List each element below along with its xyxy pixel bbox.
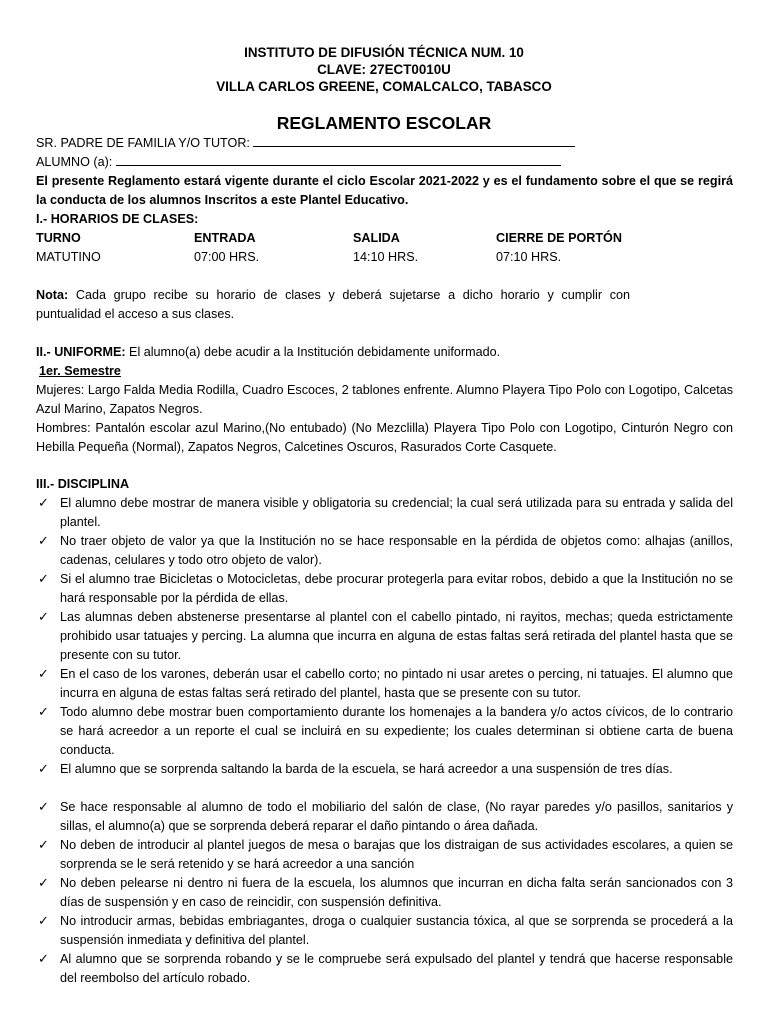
cell-salida: 14:10 HRS. — [353, 250, 419, 264]
disciplina-item-text: Se hace responsable al alumno de todo el mobiliario del salón de clase, (No rayar paredes y/o pasillos, sanitarios y sillas, el alumno(a) que se sorprenda deberá reparar el daño pintando o área dañada. — [60, 800, 733, 833]
disciplina-item-text: Todo alumno debe mostrar buen comportamiento durante los homenajes a la bandera y/o actos cívicos, de lo contrario se hará acreedor a un reporte el cual se incluirá en su expediente; los cuales determinan si obtiene carta de buena conducta. — [60, 705, 733, 757]
mujeres-paragraph: Mujeres: Largo Falda Media Rodilla, Cuadro Escoces, 2 tablones enfrente. Alumno Playera Tipo Polo con Logotipo, Calcetas Azul Marino, Zapatos Negros. — [36, 383, 733, 416]
disciplina-item-text: No deben pelearse ni dentro ni fuera de la escuela, los alumnos que incurran en dicha falta serán sancionados con 3 días de suspensión y en caso de reincidir, con suspensión definitiva. — [60, 876, 733, 909]
disciplina-item — [38, 703, 733, 760]
check-mark-icon: ✓ — [38, 534, 49, 549]
disciplina-item — [38, 665, 733, 703]
disciplina-heading: III.- DISCIPLINA — [36, 477, 130, 491]
tutor-label: SR. PADRE DE FAMILIA Y/O TUTOR: — [36, 136, 250, 150]
col-header-turno: TURNO — [36, 231, 81, 245]
intro-paragraph: El presente Reglamento estará vigente durante el ciclo Escolar 2021-2022 y es el fundamento sobre el que se regirá la conducta de los alumnos Inscritos a este Plantel Educativo. — [36, 174, 733, 207]
nota-text: Cada grupo recibe su horario de clases y deberá sujetarse a dicho horario y cumplir con puntualidad el acceso a sus clases. — [36, 288, 630, 321]
check-mark-icon: ✓ — [38, 914, 49, 929]
disciplina-item-text: No traer objeto de valor ya que la Institución no se hace responsable en la pérdida de objetos como: alhajas (anillos, cadenas, celulares y todo otro objeto de valor). — [60, 534, 733, 567]
check-mark-icon: ✓ — [38, 572, 49, 587]
check-mark-icon: ✓ — [38, 496, 49, 511]
check-mark-icon: ✓ — [38, 610, 49, 625]
disciplina-item-text: Las alumnas deben abstenerse presentarse al plantel con el cabello pintado, ni rayitos, mechas; queda estrictamente prohibido usar tatuajes y percing. La alumna que incurra en alguna de estas faltas será retirada del plantel hasta que se presente con su tutor. — [60, 610, 733, 662]
disciplina-item — [38, 798, 733, 836]
disciplina-item — [38, 570, 733, 608]
disciplina-item — [38, 836, 733, 874]
disciplina-item — [38, 874, 733, 912]
cell-cierre: 07:10 HRS. — [496, 250, 562, 264]
disciplina-item — [38, 608, 733, 665]
col-header-cierre: CIERRE DE PORTÓN — [496, 231, 622, 245]
disciplina-item-text: Si el alumno trae Bicicletas o Motocicletas, debe procurar protegerla para evitar robos, debido a que la Institución no se hará responsable por la pérdida de ellas. — [60, 572, 733, 605]
check-mark-icon: ✓ — [38, 952, 49, 967]
alumno-field — [36, 153, 561, 172]
disciplina-item-text: No introducir armas, bebidas embriagantes, droga o cualquier sustancia tóxica, al que se sorprenda se procederá a la suspensión inmediata y definitiva del plantel. — [60, 914, 733, 947]
check-mark-icon: ✓ — [38, 876, 49, 891]
document-title: REGLAMENTO ESCOLAR — [276, 113, 492, 133]
disciplina-item-text: No deben de introducir al plantel juegos de mesa o barajas que los distraigan de sus actividades escolares, a quien se sorprenda se le será retenido y se hará acreedor a una sanción — [60, 838, 733, 871]
uniforme-paragraph — [36, 343, 500, 362]
institute-clave: CLAVE: 27ECT0010U — [317, 62, 451, 77]
tutor-field — [36, 134, 575, 153]
disciplina-item-text: El alumno debe mostrar de manera visible y obligatoria su credencial; la cual será utilizada para su entrada y salida del plantel. — [60, 496, 733, 529]
disciplina-item — [38, 912, 733, 950]
alumno-blank-line — [116, 153, 561, 166]
semestre-heading: 1er. Semestre — [39, 364, 121, 378]
col-header-salida: SALIDA — [353, 231, 400, 245]
check-mark-icon: ✓ — [38, 800, 49, 815]
uniforme-label: II.- UNIFORME: — [36, 345, 126, 359]
alumno-label: ALUMNO (a): — [36, 155, 113, 169]
disciplina-item — [38, 760, 733, 779]
disciplina-item-text: Al alumno que se sorprenda robando y se le compruebe será expulsado del plantel y tendrá que hacerse responsable del reembolso del artículo robado. — [60, 952, 733, 985]
institute-name: INSTITUTO DE DIFUSIÓN TÉCNICA NUM. 10 — [244, 45, 524, 60]
disciplina-item — [38, 532, 733, 570]
tutor-blank-line — [253, 134, 575, 147]
disciplina-item — [38, 494, 733, 532]
hombres-paragraph: Hombres: Pantalón escolar azul Marino,(No entubado) (No Mezclilla) Playera Tipo Polo con Logotipo, Cinturón Negro con Hebilla Pequeña (Normal), Zapatos Negros, Calcetines Oscuros, Rasurados Corte Casquete. — [36, 421, 733, 454]
nota-paragraph — [36, 286, 630, 324]
institute-location: VILLA CARLOS GREENE, COMALCALCO, TABASCO — [216, 79, 552, 94]
check-mark-icon: ✓ — [38, 762, 49, 777]
cell-turno: MATUTINO — [36, 250, 101, 264]
cell-entrada: 07:00 HRS. — [194, 250, 260, 264]
check-mark-icon: ✓ — [38, 705, 49, 720]
col-header-entrada: ENTRADA — [194, 231, 256, 245]
uniforme-text: El alumno(a) debe acudir a la Institución debidamente uniformado. — [125, 345, 501, 359]
horarios-heading: I.- HORARIOS DE CLASES: — [36, 212, 199, 226]
check-mark-icon: ✓ — [38, 667, 49, 682]
disciplina-item — [38, 950, 733, 988]
disciplina-item-text: En el caso de los varones, deberán usar el cabello corto; no pintado ni usar aretes o percing, ni tatuajes. El alumno que incurra en alguna de estas faltas será retirado del plantel, hasta que se presente con su tutor. — [60, 667, 733, 700]
check-mark-icon: ✓ — [38, 838, 49, 853]
nota-label: Nota: — [36, 288, 69, 302]
disciplina-item-text: El alumno que se sorprenda saltando la barda de la escuela, se hará acreedor a una suspensión de tres días. — [60, 762, 673, 776]
